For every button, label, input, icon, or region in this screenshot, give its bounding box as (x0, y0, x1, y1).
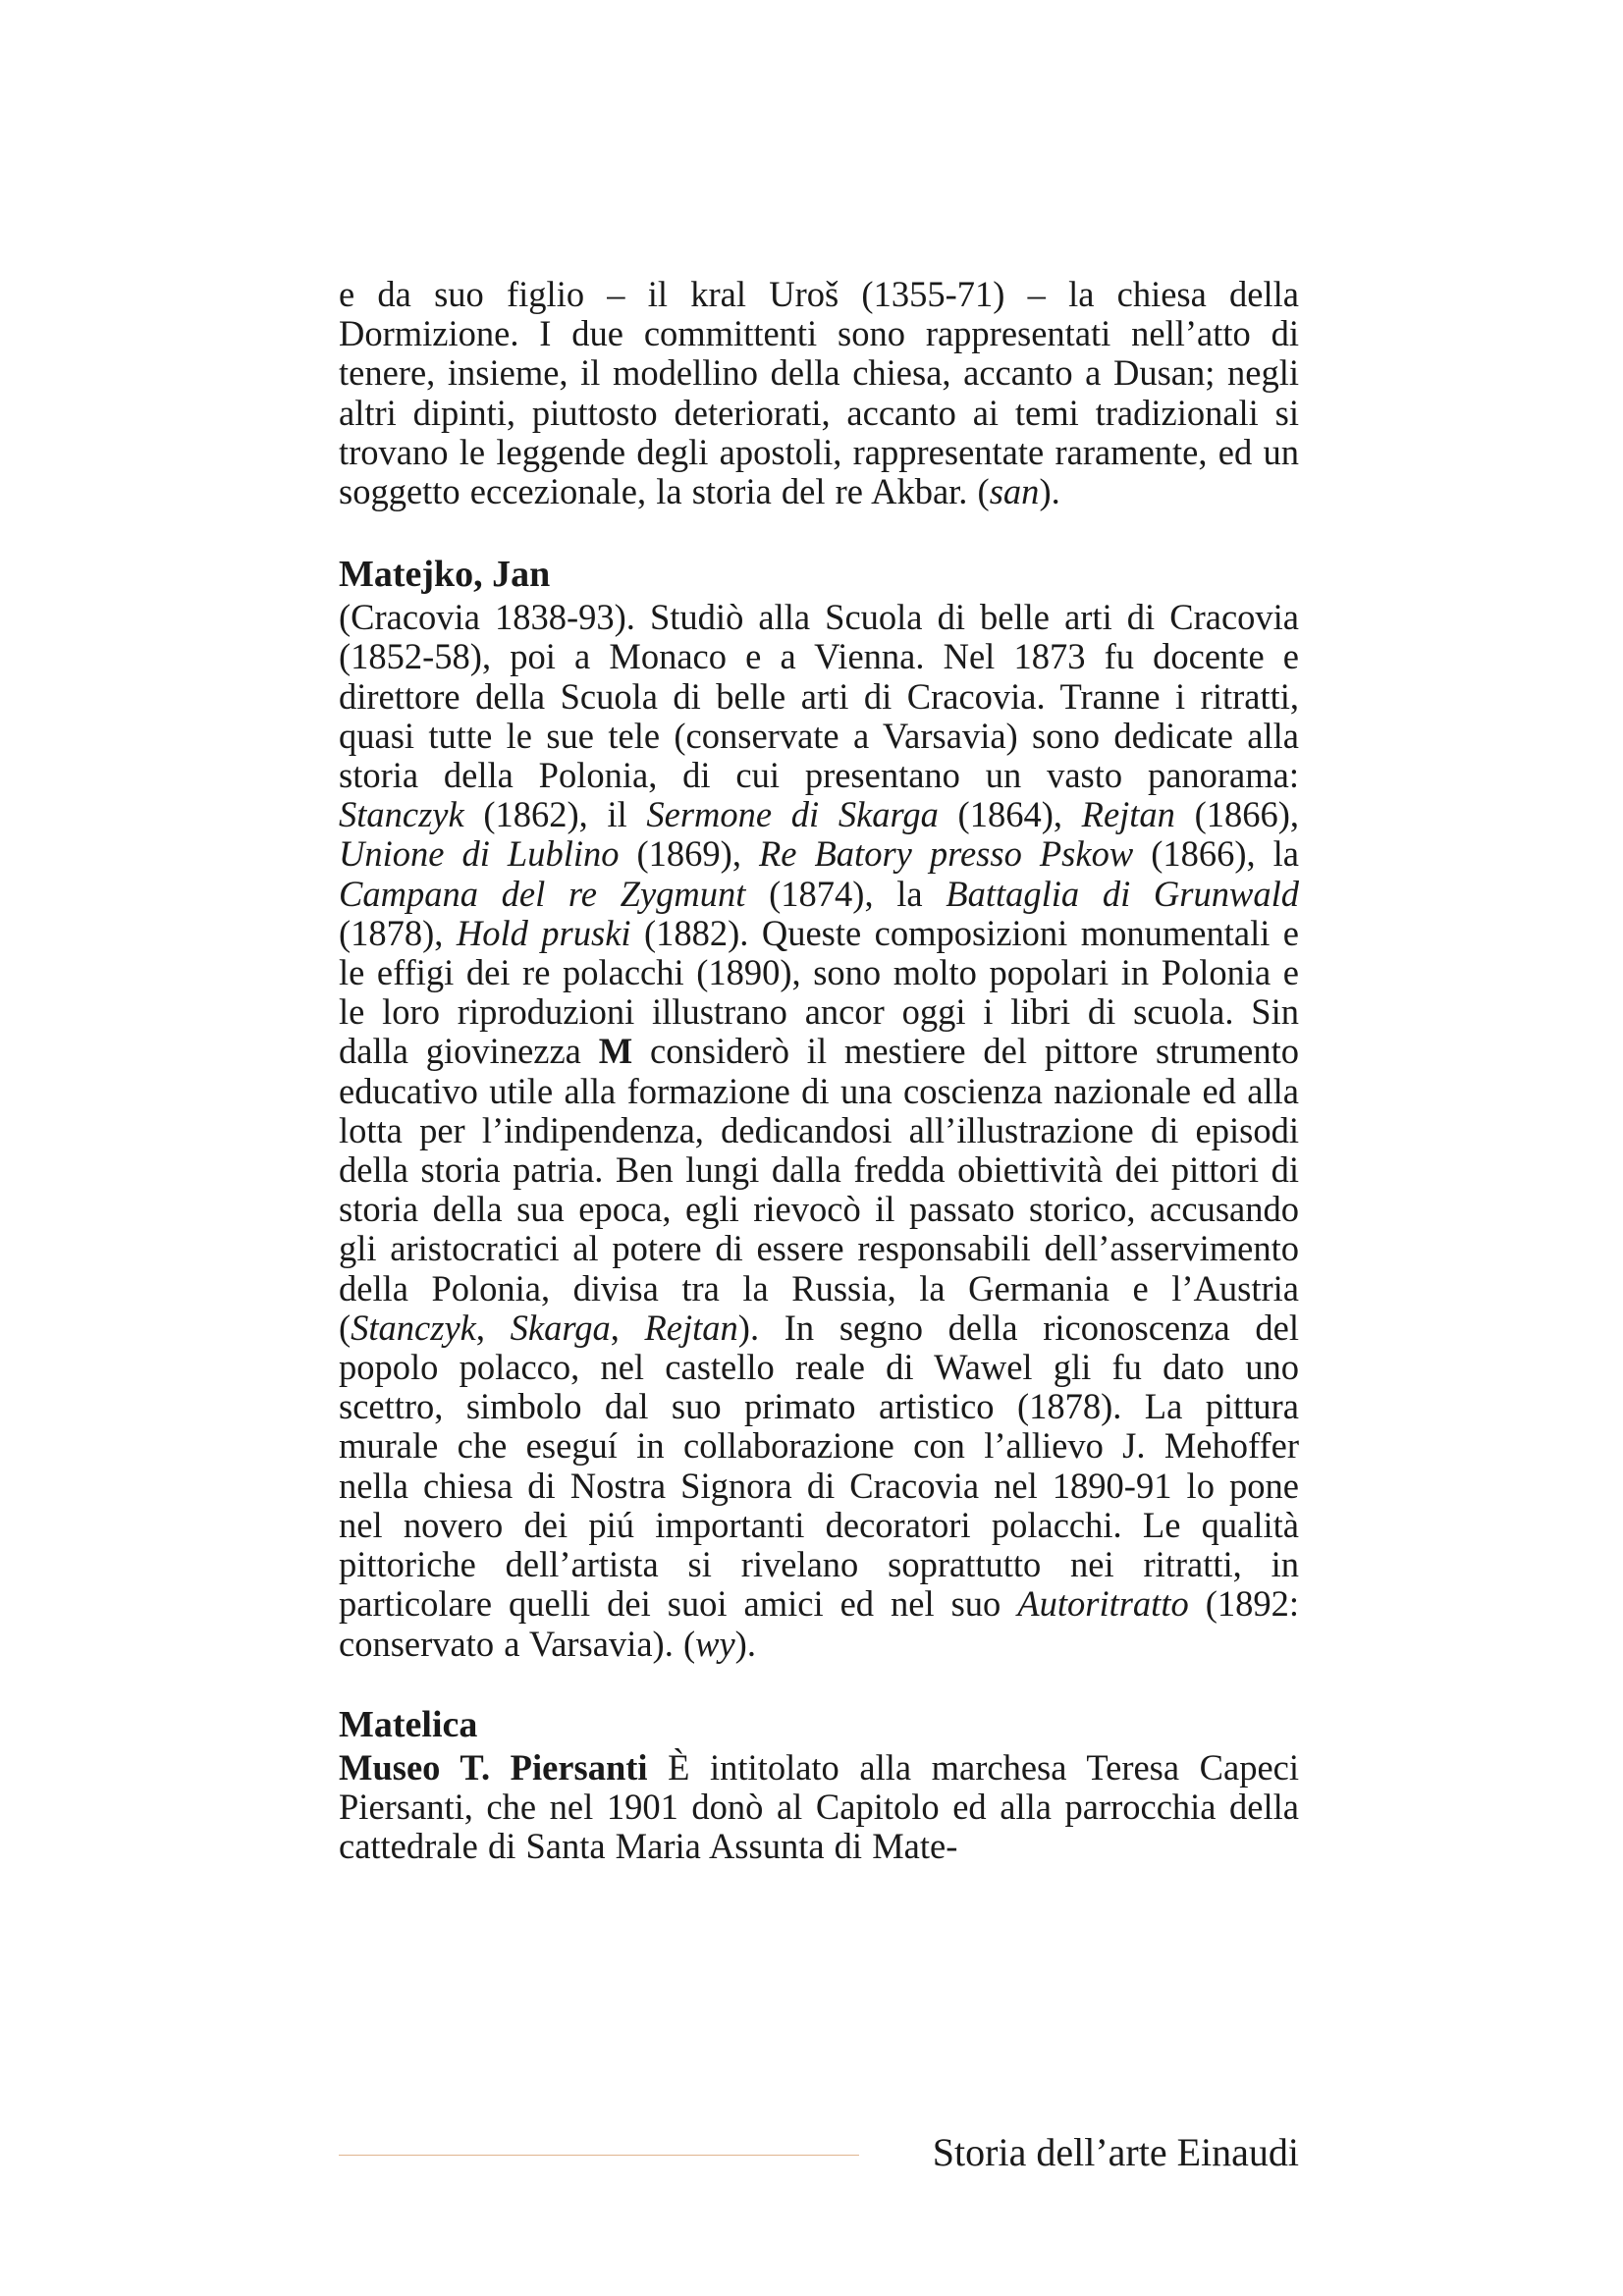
footer-rule (339, 2155, 859, 2156)
page-body (339, 275, 1299, 1866)
subentry-lead: Museo T. Piersanti (339, 1746, 648, 1788)
artwork-title: Stanczyk (351, 1307, 476, 1348)
artwork-title: Autoritratto (1017, 1583, 1189, 1625)
text-run: È intitolato alla marchesa Teresa Capeci Piersanti, che nel 1901 donò al Capitolo ed alla parrocchia della cattedrale di Santa Maria Assunta di Mate- (339, 1746, 1299, 1867)
text-run: (1869), (619, 833, 759, 875)
text-run: ). (1039, 471, 1060, 512)
text-run: considerò il mestiere del pittore strumento educativo utile alla formazione di una coscienza nazionale ed alla lotta per l’indipendenza, dedicandosi all’illustrazione di episodi della storia patria. Ben lungi dalla fredda obiettività dei pittori di storia della sua epoca, egli rievocò il passato storico, accusando gli aristocratici al potere di essere responsabili dell’asservimento della Polonia, divisa tra la Russia, la Germania e l’Austria ( (339, 1031, 1299, 1348)
artwork-title: Unione di Lublino (339, 833, 620, 875)
entry-matelica-paragraph (339, 1748, 1299, 1867)
author-initials: san (989, 471, 1040, 512)
text-run: , (475, 1307, 511, 1348)
text-run: ). In segno della riconoscenza del popolo polacco, nel castello reale di Wawel gli fu dato uno scettro, simbolo dal suo primato artistico (1878). La pittura murale che eseguí in collaborazione con l’allievo J. Mehoffer nella chiesa di Nostra Signora di Cracovia nel 1890-91 lo pone nel novero dei piú importanti decoratori polacchi. Le qualità pittoriche dell’artista si rivelano soprattutto nei ritratti, in particolare quelli dei suoi amici ed nel suo (339, 1307, 1299, 1625)
text-run: (1866), la (1133, 833, 1300, 875)
author-initials: wy (695, 1623, 735, 1664)
text-run: (Cracovia 1838-93). Studiò alla Scuola di belle arti di Cracovia (1852-58), poi a Monaco e a Vienna. Nel 1873 fu docente e direttore della Scuola di belle arti di Cracovia. Tranne i ritratti, quasi tutte le sue tele (conservate a Varsavia) sono dedicate alla storia della Polonia, di cui presentano un vasto panorama: (339, 597, 1299, 796)
text-run: (1874), la (745, 873, 947, 914)
text-run: ). (734, 1623, 756, 1664)
artwork-title: Rejtan (644, 1307, 738, 1348)
entry-matejko-paragraph (339, 598, 1299, 1663)
artwork-title: Hold pruski (456, 912, 631, 953)
text-run: (1878), (339, 912, 457, 953)
artwork-title: Campana del re Zygmunt (339, 873, 746, 914)
artwork-title: Stanczyk (339, 794, 464, 835)
entry-heading-matejko: Matejko, Jan (339, 554, 551, 596)
text-run: e da suo figlio – il kral Uroš (1355-71) – la chiesa della Dormizione. I due committenti sono rappresentati nell’atto di tenere, insieme, il modellino della chiesa, accanto a Dusan; negli altri dipinti, piuttosto deteriorati, accanto ai temi tradizionali si trovano le leggende degli apostoli, rappresentate raramente, ed un soggetto eccezionale, la storia del re Akbar. ( (339, 274, 1299, 512)
entry-abbreviation: M (598, 1031, 633, 1072)
page-footer (339, 2110, 1299, 2174)
footer-publication-title: Storia dell’arte Einaudi (932, 2130, 1299, 2174)
artwork-title: Rejtan (1081, 794, 1175, 835)
artwork-title: Re Batory presso Pskow (758, 833, 1134, 875)
text-run: (1882). Queste composizioni monumentali e le effigi dei re polacchi (1890), sono molto popolari in Polonia e le loro riproduzioni illustrano ancor oggi i libri di scuola. Sin dalla giovinezza (339, 912, 1300, 1072)
text-run: , (610, 1307, 645, 1348)
text-run: (1862), il (463, 794, 647, 835)
artwork-title: Sermone di Skarga (646, 794, 939, 835)
text-run: (1866), (1174, 794, 1300, 835)
artwork-title: Battaglia di Grunwald (946, 873, 1299, 914)
artwork-title: Skarga (510, 1307, 611, 1348)
entry-heading-matelica: Matelica (339, 1703, 478, 1745)
text-run: (1864), (938, 794, 1082, 835)
text-run: (1892: conservato a Varsavia). ( (339, 1583, 1299, 1664)
entry-continuation-paragraph (339, 275, 1299, 511)
